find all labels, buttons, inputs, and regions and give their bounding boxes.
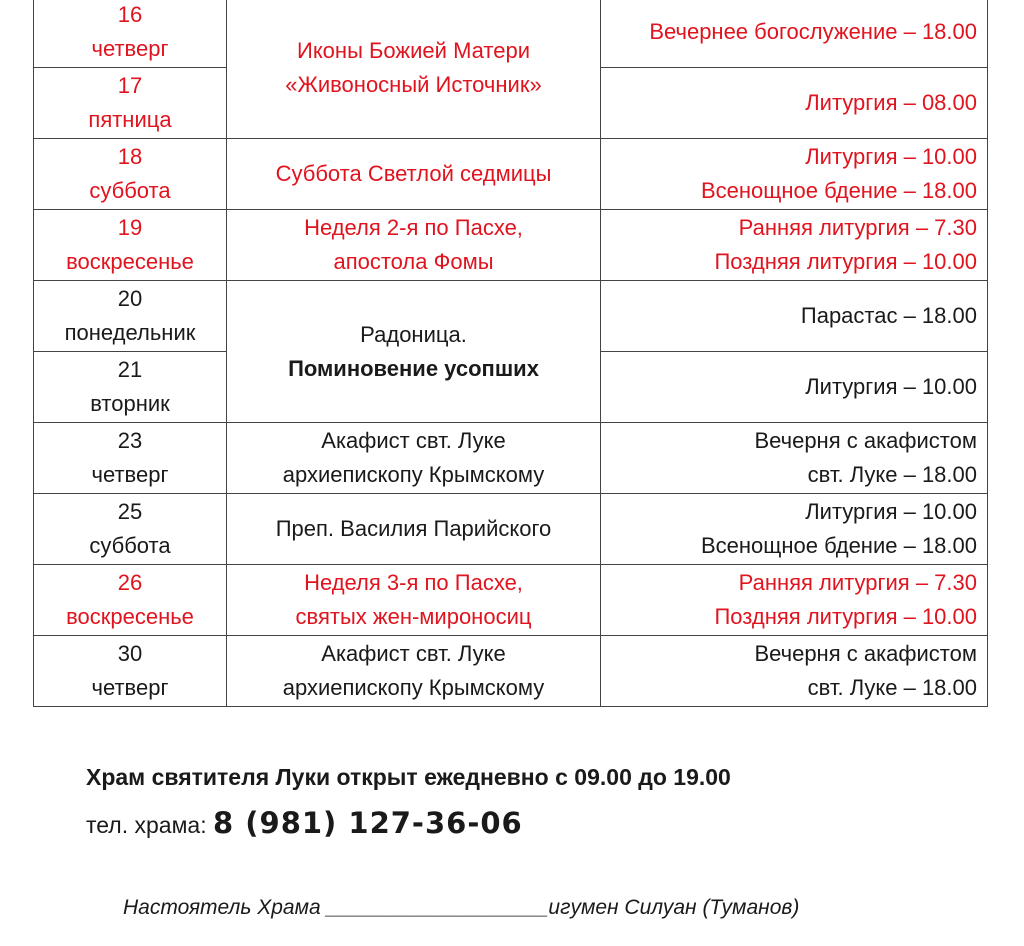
feast-line: Неделя 3-я по Пасхе, (304, 570, 523, 595)
service-cell (601, 494, 988, 565)
service-line: Литургия – 08.00 (805, 90, 977, 115)
date: 23 (117, 428, 143, 453)
phone-line (86, 806, 523, 840)
service-line: Всенощное бдение – 18.00 (701, 533, 977, 558)
service-line: Ранняя литургия – 7.30 (738, 570, 977, 595)
table-row (34, 281, 988, 352)
weekday: четверг (91, 462, 169, 487)
service-line: Литургия – 10.00 (805, 499, 977, 524)
service-line: Ранняя литургия – 7.30 (738, 215, 977, 240)
day-cell (34, 0, 227, 68)
date: 18 (117, 144, 143, 169)
feast-cell (227, 210, 601, 281)
weekday: понедельник (64, 320, 196, 345)
signature-line: Настоятель Храма ___________________игумен Силуан (Туманов) (123, 896, 800, 919)
feast-cell (227, 281, 601, 423)
date: 30 (117, 641, 143, 666)
service-cell (601, 210, 988, 281)
table-row (34, 139, 988, 210)
service-cell (601, 281, 988, 352)
service-cell (601, 423, 988, 494)
service-cell (601, 139, 988, 210)
date: 16 (117, 2, 143, 27)
day-cell (34, 352, 227, 423)
service-line: Вечерня с акафистом (754, 641, 977, 666)
day-cell (34, 281, 227, 352)
table-row (34, 494, 988, 565)
service-line: Поздняя литургия – 10.00 (714, 249, 977, 274)
feast-line: Иконы Божией Матери (297, 37, 530, 63)
day-cell (34, 423, 227, 494)
date: 25 (117, 499, 143, 524)
feast-line: святых жен-мироносиц (295, 604, 532, 629)
weekday: вторник (90, 391, 170, 416)
feast-line: архиепископу Крымскому (282, 675, 545, 700)
weekday: воскресенье (66, 249, 194, 274)
service-line: Вечерня с акафистом (754, 428, 977, 453)
phone-label: тел. храма: (86, 812, 213, 838)
feast-line: Суббота Светлой седмицы (275, 161, 552, 186)
weekday: воскресенье (66, 604, 194, 629)
feast-cell (227, 565, 601, 636)
date: 26 (117, 570, 143, 595)
service-line: Поздняя литургия – 10.00 (714, 604, 977, 629)
service-cell (601, 352, 988, 423)
service-line: Вечернее богослужение – 18.00 (649, 19, 977, 44)
opening-hours-text: Храм святителя Луки открыт ежедневно с 09.00 до 19.00 (86, 764, 731, 790)
table-row (34, 423, 988, 494)
feast-line: Акафист свт. Луке (321, 641, 506, 666)
date: 20 (117, 286, 143, 311)
feast-line: апостола Фомы (333, 249, 494, 274)
day-cell (34, 494, 227, 565)
service-cell (601, 68, 988, 139)
weekday: пятница (88, 107, 172, 132)
feast-cell (227, 494, 601, 565)
day-cell (34, 68, 227, 139)
feast-cell (227, 139, 601, 210)
feast-line: Поминовение усопших (288, 355, 539, 381)
service-line: Всенощное бдение – 18.00 (701, 178, 977, 203)
service-line: Литургия – 10.00 (805, 144, 977, 169)
day-cell (34, 210, 227, 281)
feast-line: архиепископу Крымскому (282, 462, 545, 487)
schedule-table (33, 0, 988, 707)
feast-cell (227, 0, 601, 139)
service-cell (601, 636, 988, 707)
service-cell (601, 0, 988, 68)
date: 17 (117, 73, 143, 98)
table-row (34, 210, 988, 281)
service-line: свт. Луке – 18.00 (807, 462, 977, 487)
feast-line: Радоница. (360, 321, 467, 347)
feast-line: Акафист свт. Луке (321, 428, 506, 453)
feast-cell (227, 636, 601, 707)
phone-number: 8 (981) 127-36-06 (212, 806, 523, 840)
day-cell (34, 565, 227, 636)
table-row (34, 636, 988, 707)
date: 19 (117, 215, 143, 240)
day-cell (34, 636, 227, 707)
service-cell (601, 565, 988, 636)
feast-line: «Живоносный Источник» (285, 71, 542, 97)
table-row (34, 0, 988, 68)
weekday: суббота (89, 533, 171, 558)
weekday: четверг (91, 36, 169, 61)
service-line: свт. Луке – 18.00 (807, 675, 977, 700)
feast-line: Неделя 2-я по Пасхе, (304, 215, 523, 240)
day-cell (34, 139, 227, 210)
weekday: суббота (89, 178, 171, 203)
weekday: четверг (91, 675, 169, 700)
table-row (34, 565, 988, 636)
service-line: Литургия – 10.00 (805, 374, 977, 399)
feast-cell (227, 423, 601, 494)
service-line: Парастас – 18.00 (800, 303, 977, 328)
feast-line: Преп. Василия Парийского (275, 516, 552, 541)
date: 21 (117, 357, 143, 382)
